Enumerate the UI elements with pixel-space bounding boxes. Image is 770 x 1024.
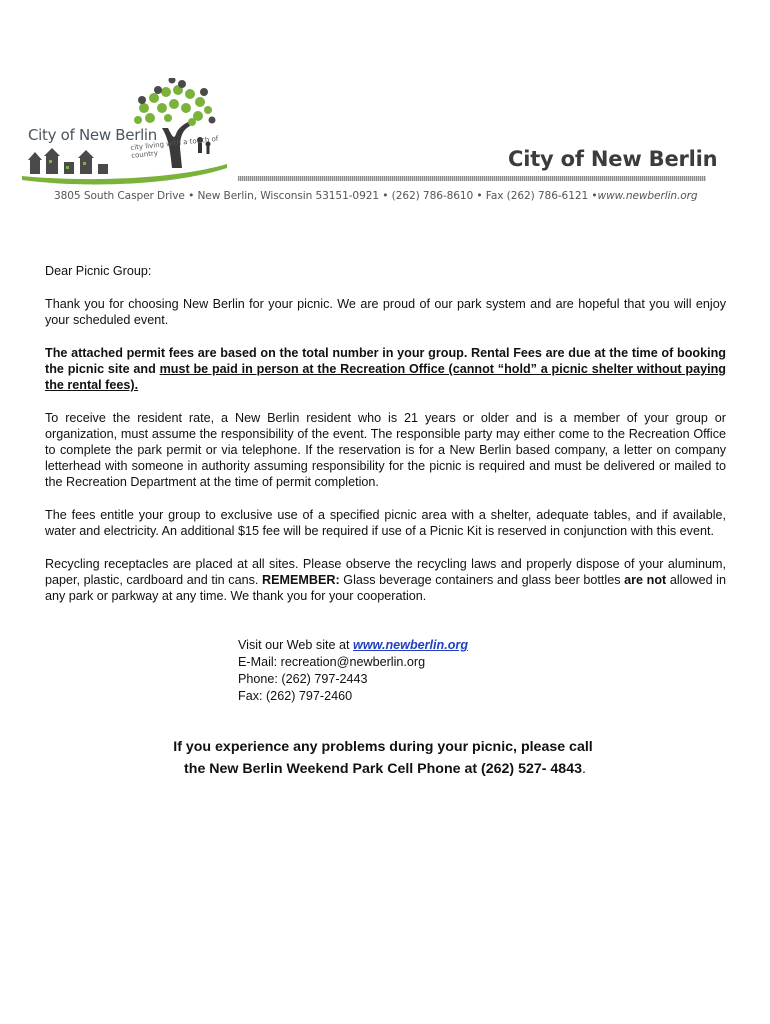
- contact-block: [238, 637, 468, 705]
- paragraph-recycling: [45, 556, 726, 604]
- address-website: www.newberlin.org: [597, 190, 698, 202]
- logo-wordmark: City of New Berlin: [28, 126, 158, 144]
- website-line: [238, 637, 468, 654]
- closing-notice: [0, 736, 770, 780]
- closing-line-1: If you experience any problems during your picnic, please call: [173, 739, 593, 755]
- email-line: E-Mail: recreation@newberlin.org: [238, 655, 426, 669]
- address-line: [54, 190, 714, 202]
- salutation: Dear Picnic Group:: [45, 264, 152, 278]
- visit-label: Visit our Web site at: [238, 638, 354, 652]
- header-divider: [238, 176, 706, 181]
- address-text: 3805 South Casper Drive • New Berlin, Wisconsin 53151-0921 • (262) 786-8610 • Fax (262) 786-6121 •: [54, 190, 598, 202]
- website-link[interactable]: www.newberlin.org: [353, 638, 469, 652]
- remember-label: REMEMBER:: [262, 573, 340, 587]
- paragraph-resident-rate: To receive the resident rate, a New Berlin resident who is 21 years or older and is a member of your group or organization, must assume the responsibility of the event. The responsible party may either come to the Recreation Office to complete the park permit or via telephone. If the reservation is for a New Berlin based company, a letter on company letterhead with someone in authority assuming responsibility for the picnic is required and must be delivered or mailed to the Recreation Department at the time of permit completion.: [45, 411, 726, 489]
- fax-line: Fax: (262) 797-2460: [238, 689, 353, 703]
- closing-line-2: [0, 758, 770, 780]
- brand-title: City of New Berlin: [508, 147, 718, 171]
- fees-bold-text: The attached permit fees are based on the total number in your group. Rental Fees are due at the time of booking the picnic site and: [45, 346, 726, 376]
- paragraph-entitlement: The fees entitle your group to exclusive use of a specified picnic area with a shelter, adequate tables, and if available, water and electricity. An additional $15 fee will be required if use of a Picnic Kit is reserved in conjunction with this event.: [45, 508, 726, 538]
- paragraph-fees: [45, 345, 726, 393]
- recycling-text-c: allowed in any park or parkway at any time. We thank you for your cooperation.: [45, 573, 726, 603]
- phone-line: Phone: (262) 797-2443: [238, 672, 368, 686]
- paragraph-thanks: Thank you for choosing New Berlin for your picnic. We are proud of our park system and are hopeful that you will enjoy your scheduled event.: [45, 297, 726, 327]
- fees-underlined-text: must be paid in person at the Recreation Office (cannot “hold” a picnic shelter without paying the rental fees).: [45, 362, 726, 392]
- closing-period: .: [581, 761, 586, 777]
- are-not-text: are not: [624, 573, 667, 587]
- closing-line-2-text: the New Berlin Weekend Park Cell Phone at (262) 527- 4843: [184, 761, 582, 777]
- recycling-text-a: Recycling receptacles are placed at all sites. Please observe the recycling laws and properly dispose of your aluminum, paper, plastic, cardboard and tin cans.: [45, 557, 726, 587]
- city-logo: [22, 78, 242, 188]
- letter-body: [45, 263, 726, 621]
- letterhead: [0, 0, 770, 215]
- logo-tagline: city living with a touch of country: [130, 134, 219, 160]
- recycling-text-b: Glass beverage containers and glass beer bottles: [339, 573, 625, 587]
